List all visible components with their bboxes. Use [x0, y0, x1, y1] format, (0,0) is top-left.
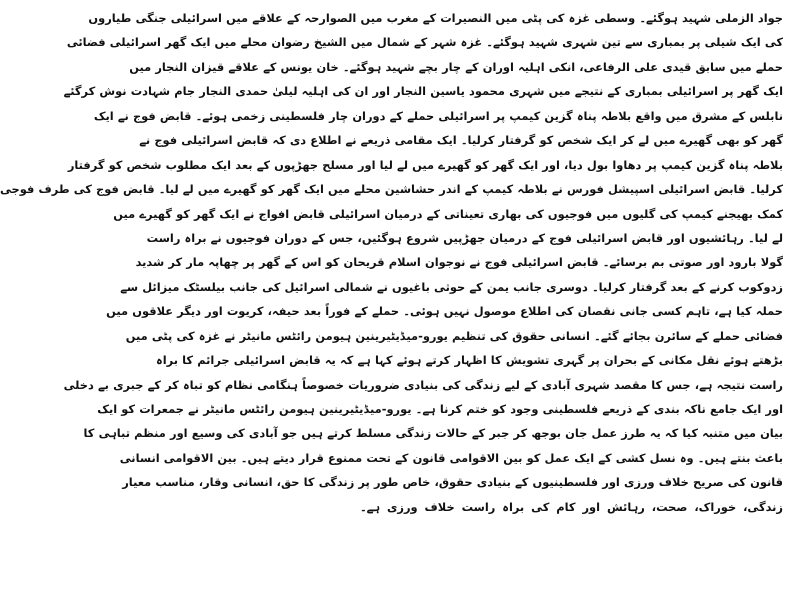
- article-line: باعث بنتے ہیں۔ وہ نسل کشی کے ایک عمل کو بین الاقوامی قانون کے تحت ممنوع قرار دیتے ہیں۔ بین الاقوامی انسانی: [119, 450, 783, 465]
- article-line: بلاطہ پناہ گزین کیمپ پر دھاوا بول دیا، اور ایک گھر کو گھیرے میں لے لیا اور مسلح جھڑپوں کے بعد ایک مطلوب شخص کو گرفتار: [67, 157, 783, 172]
- article-line: حملہ کیا ہے، تاہم کسی جانی نقصان کی اطلاع موصول نہیں ہوئی۔ حملے کے فوراً بعد حیفہ، کریوت اور دیگر علاقوں میں: [106, 304, 783, 319]
- article-line: حملے میں سابق قیدی علی الرفاعی، انکی اہلیہ اوران کے چار بچے شہید ہوگئے۔ خان یونس کے علاقے قیزان النجار میں: [129, 59, 783, 74]
- article-line: ایک گھر پر اسرائیلی بمباری کے نتیجے میں شہری محمود یاسین النجار اور ان کی اہلیہ لیلیٰ حمدی النجار جام شہادت نوش کرگئے: [63, 84, 783, 99]
- article-line: راست نتیجہ ہے، جس کا مقصد شہری آبادی کے لیے زندگی کی بنیادی ضروریات خصوصاً ہنگامی نظام کو تباہ کر کے جبری بے دخلی: [63, 377, 783, 392]
- article-line: [360, 568, 783, 592]
- article-line: زندگی، خوراک، صحت، رہائش اور کام کی براہ راست خلاف ورزی ہے۔: [360, 499, 783, 514]
- article-line: لے لیا۔ رہائشیوں اور قابض اسرائیلی فوج کے درمیان جھڑپیں شروع ہوگئیں، جس کے دوران فوجیوں نے براہ راست: [146, 230, 783, 245]
- article-line: فضائی حملے کے سائرن بجائے گئے۔ انسانی حقوق کی تنظیم یورو-میڈیٹیرینین ہیومن رائٹس مانیٹر نے غزہ کی پٹی میں: [125, 328, 783, 343]
- article-line: نابلس کے مشرق میں واقع بلاطہ پناہ گزین کیمپ پر اسرائیلی حملے کے دوران چار فلسطینی زخمی ہوئے۔ قابض فوج نے ایک: [93, 108, 783, 123]
- article-line: بیان میں متنبہ کیا کہ یہ طرز عمل جان بوجھ کر جبر کے حالات زندگی مسلط کرتے ہیں جو آبادی کی وسیع اور منظم تباہی کا: [83, 426, 783, 441]
- article-line: کی ایک شیلی پر بمباری سے تین شہری شہید ہوگئے۔ غزہ شہر کے شمال میں الشیخ رضوان محلے میں ایک گھر اسرائیلی فضائی: [66, 35, 783, 50]
- article-line: بڑھتے ہوئے نقل مکانی کے بحران پر گہری تشویش کا اظہار کرتے ہوئے کہا ہے کہ یہ قابض اسرائیلی جرائم کا براہ: [156, 353, 783, 368]
- article-line: اور ایک جامع ناکہ بندی کے ذریعے فلسطینی وجود کو ختم کرنا ہے۔ یورو-میڈیٹیرینین ہیومن رائٹس مانیٹر نے جمعرات کو ایک: [97, 402, 783, 416]
- article-line: [360, 519, 783, 543]
- article-line: گھر کو بھی گھیرے میں لے کر ایک شخص کو گرفتار کرلیا۔ ایک مقامی ذریعے نے اطلاع دی کہ قابض اسرائیلی فوج نے: [139, 133, 783, 148]
- article-line: گولا بارود اور صوتی بم برسائے۔ قابض اسرائیلی فوج نے نوجوان اسلام قریحان کو اس کے گھر پر چھاپہ مار کر شدید: [135, 255, 783, 270]
- article-line: کرلیا۔ قابض اسرائیلی اسپیشل فورس نے بلاطہ کیمپ کے اندر حشاشین محلے میں ایک گھر کو گھیرے میں لے لیا۔ قابض فوج کی طرف فوجی: [0, 182, 783, 197]
- article-line: [360, 544, 783, 568]
- article-line: جواد الزملی شہید ہوگئے۔ وسطی غزہ کی پٹی میں النصیرات کے مغرب میں الصوارحہ کے علاقے میں اسرائیلی جنگی طیاروں: [88, 11, 783, 25]
- article-line: زدوکوب کرنے کے بعد گرفتار کرلیا۔ دوسری جانب یمن کے حوثی باغیوں نے شمالی اسرائیل کی جانب بیلسٹک میزائل سے: [120, 279, 783, 294]
- article-body: [0, 6, 783, 593]
- article-line: قانون کی صریح خلاف ورزی اور فلسطینیوں کے بنیادی حقوق، خاص طور پر زندگی کا حق، انسانی وقار، مناسب معیار: [122, 475, 783, 490]
- article-line: کمک بھیجنے کیمپ کی گلیوں میں فوجیوں کی بھاری تعیناتی کے درمیان اسرائیلی قابض افواج نے ایک گھر کو گھیرے میں: [113, 206, 783, 221]
